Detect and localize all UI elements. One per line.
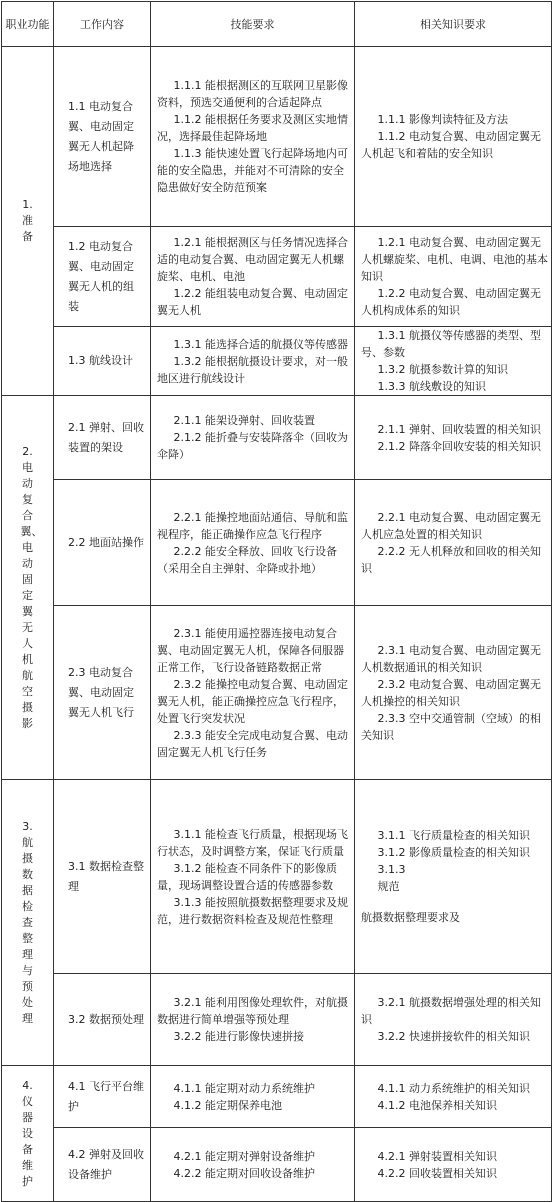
skill-item: 4.2.1 能定期对弹射设备维护	[173, 1149, 315, 1163]
skill-item: 3.1.3 能按照航摄数据整理要求及规范，进行数据资料检查及规范性整理	[157, 895, 348, 926]
knowledge-requirements-cell	[355, 780, 552, 974]
work-content-cell	[54, 974, 151, 1066]
knowledge-item: 1.3.1 航摄仪等传感器的类型、型号、参数	[361, 329, 541, 359]
skill-item: 2.2.2 能安全释放、回收飞行设备（采用全自主弹射、伞降或扑地）	[157, 544, 337, 575]
knowledge-requirements-cell	[355, 1128, 552, 1202]
knowledge-item: 2.3.3 空中交通管制（空域）的相关知识	[361, 711, 541, 742]
work-content-label: 4.2 弹射及回收设备维护	[68, 1147, 144, 1181]
knowledge-item: 规范	[377, 880, 400, 893]
function-label: 1. 准备	[22, 198, 33, 243]
skill-item: 2.1.1 能架设弹射、回收装置	[173, 414, 315, 427]
table-row	[2, 396, 552, 480]
skill-requirements-cell	[151, 227, 355, 327]
table-row	[2, 780, 552, 974]
skill-requirements-cell	[151, 47, 355, 227]
knowledge-item: 4.2.1 弹射装置相关知识	[377, 1149, 497, 1163]
knowledge-requirements-cell	[355, 974, 552, 1066]
skill-requirements-cell	[151, 974, 355, 1066]
knowledge-item: 4.1.2 电池保养相关知识	[377, 1098, 497, 1112]
function-label: 2. 电动复合翼、电动固定翼无人机航空摄影	[20, 444, 43, 730]
table-row	[2, 974, 552, 1066]
knowledge-item: 航摄数据整理要求及	[361, 911, 460, 924]
table-row	[2, 227, 552, 327]
work-content-label: 4.1 飞行平台维护	[68, 1079, 144, 1113]
knowledge-requirements-cell	[355, 47, 552, 227]
knowledge-requirements-cell	[355, 327, 552, 396]
header-knowledge-requirements: 相关知识要求	[355, 2, 552, 47]
skill-item: 4.2.2 能定期对回收设备维护	[173, 1166, 315, 1180]
skill-item: 4.1.2 能定期保养电池	[173, 1098, 282, 1112]
work-content-label: 1.1 电动复合翼、电动固定翼无人机起降场地选择	[68, 99, 134, 173]
skill-item: 4.1.1 能定期对动力系统维护	[173, 1081, 315, 1095]
header-skill-requirements: 技能要求	[151, 2, 355, 47]
function-label: 4. 仪器设备维护	[22, 1078, 33, 1188]
table-row	[2, 606, 552, 780]
work-content-label: 1.3 航线设计	[68, 354, 133, 367]
work-content-cell	[54, 1066, 151, 1128]
skill-item: 3.2.1 能利用图像处理软件，对航摄数据进行简单增强等预处理	[157, 996, 348, 1026]
knowledge-requirements-cell	[355, 480, 552, 606]
work-content-cell	[54, 780, 151, 974]
knowledge-item: 2.3.2 电动复合翼、电动固定翼无人机操控的相关知识	[361, 677, 541, 708]
knowledge-item: 3.2.2 快速拼接软件的相关知识	[377, 1030, 530, 1043]
knowledge-requirements-cell	[355, 606, 552, 780]
knowledge-item: 1.3.2 航摄参数计算的知识	[377, 363, 508, 376]
table-row	[2, 480, 552, 606]
skill-item: 2.2.1 能操控地面站通信、导航和监视程序，能正确操作应急飞行程序	[157, 510, 348, 541]
skill-item: 1.3.1 能选择合适的航摄仪等传感器	[173, 337, 348, 351]
work-content-cell	[54, 480, 151, 606]
skill-requirements-cell	[151, 1128, 355, 1202]
function-label: 3. 航摄数据检查整理与预处理	[22, 819, 33, 1025]
knowledge-item: 2.1.1 弹射、回收装置的相关知识	[377, 422, 541, 436]
skill-item: 1.1.2 能根据任务要求及测区实地情况，选择最佳起降场地	[157, 113, 348, 143]
knowledge-item: 1.1.2 电动复合翼、电动固定翼无人机起飞和着陆的安全知识	[361, 130, 541, 160]
knowledge-item: 3.1.1 飞行质量检查的相关知识	[377, 829, 530, 842]
knowledge-requirements-cell	[355, 396, 552, 480]
work-content-label: 2.3 电动复合翼、电动固定翼无人机飞行	[68, 665, 134, 719]
table-row	[2, 327, 552, 396]
skill-requirements-cell	[151, 780, 355, 974]
skill-item: 3.1.2 能检查不同条件下的影像质量，现场调整设置合适的传感器参数	[157, 861, 337, 892]
table-body	[2, 47, 552, 1202]
work-content-label: 3.2 数据预处理	[68, 1012, 144, 1026]
table-row	[2, 1128, 552, 1202]
knowledge-item: 3.1.3	[377, 863, 406, 876]
knowledge-item: 2.2.1 电动复合翼、电动固定翼无人机应急处置的相关知识	[361, 510, 541, 541]
work-content-label: 3.1 数据检查整理	[68, 859, 144, 893]
knowledge-item: 3.1.2 影像质量检查的相关知识	[377, 846, 530, 859]
skills-table	[1, 1, 552, 1202]
skill-item: 3.1.1 能检查飞行质量，根据现场飞行状态，及时调整方案，保证飞行质量	[157, 827, 348, 858]
knowledge-requirements-cell	[355, 227, 552, 327]
knowledge-item: 3.2.1 航摄数据增强处理的相关知识	[361, 996, 541, 1026]
skill-item: 1.2.2 能组装电动复合翼、电动固定翼无人机	[157, 287, 348, 317]
work-content-cell	[54, 47, 151, 227]
knowledge-item: 1.2.2 电动复合翼、电动固定翼无人机构成体系的知识	[361, 287, 541, 317]
function-cell	[2, 1066, 54, 1202]
function-cell	[2, 780, 54, 1066]
knowledge-item: 1.3.3 航线敷设的知识	[377, 380, 486, 393]
work-content-cell	[54, 396, 151, 480]
skill-requirements-cell	[151, 396, 355, 480]
knowledge-requirements-cell	[355, 1066, 552, 1128]
skill-item: 1.3.2 能根据航摄设计要求，对一般地区进行航线设计	[157, 354, 348, 385]
skill-item: 2.3.3 能安全完成电动复合翼、电动固定翼无人机飞行任务	[157, 728, 348, 759]
skill-item: 1.1.3 能快速处置飞行起降场地内可能的安全隐患，并能对不可清除的安全隐患做好安全防范预案	[157, 147, 348, 194]
work-content-cell	[54, 227, 151, 327]
skill-item: 3.2.2 能进行影像快速拼接	[173, 1030, 304, 1043]
knowledge-item: 1.1.1 影像判读特征及方法	[377, 113, 508, 126]
skill-requirements-cell	[151, 327, 355, 396]
skill-requirements-cell	[151, 1066, 355, 1128]
knowledge-item: 1.2.1 电动复合翼、电动固定翼无人机螺旋桨、电机、电调、电池的基本知识	[361, 236, 548, 283]
skill-item: 2.3.1 能使用遥控器连接电动复合翼、电动固定翼无人机，保障各伺服器正常工作，飞行设备链路数据正常	[157, 626, 344, 674]
function-cell	[2, 396, 54, 780]
work-content-cell	[54, 327, 151, 396]
work-content-label: 2.1 弹射、回收装置的架设	[68, 420, 144, 454]
header-function: 职业功能	[2, 2, 54, 47]
skill-requirements-cell	[151, 480, 355, 606]
table-row	[2, 1066, 552, 1128]
knowledge-item: 4.2.2 回收装置相关知识	[377, 1166, 497, 1180]
knowledge-item: 2.1.2 降落伞回收安装的相关知识	[377, 439, 541, 453]
skill-item: 1.2.1 能根据测区与任务情况选择合适的电动复合翼、电动固定翼无人机螺旋桨、电机、电池	[157, 236, 348, 283]
knowledge-item: 2.3.1 电动复合翼、电动固定翼无人机数据通讯的相关知识	[361, 643, 541, 674]
work-content-label: 1.2 电动复合翼、电动固定翼无人机的组装	[68, 239, 134, 313]
function-cell	[2, 47, 54, 396]
work-content-cell	[54, 606, 151, 780]
table-row	[2, 47, 552, 227]
header-work-content: 工作内容	[54, 2, 151, 47]
work-content-cell	[54, 1128, 151, 1202]
skill-requirements-cell	[151, 606, 355, 780]
knowledge-item: 2.2.2 无人机释放和回收的相关知识	[361, 544, 541, 575]
work-content-label: 2.2 地面站操作	[68, 535, 144, 549]
table-header-row	[2, 2, 552, 47]
skill-item: 2.3.2 能操控电动复合翼、电动固定翼无人机，能正确操控应急飞行程序，处置飞行突发状况	[157, 677, 348, 725]
knowledge-item: 4.1.1 动力系统维护的相关知识	[377, 1081, 530, 1095]
skill-item: 2.1.2 能折叠与安装降落伞（回收为伞降）	[157, 431, 348, 461]
skill-item: 1.1.1 能根据测区的互联网卫星影像资料，预选交通便利的合适起降点	[157, 79, 348, 109]
